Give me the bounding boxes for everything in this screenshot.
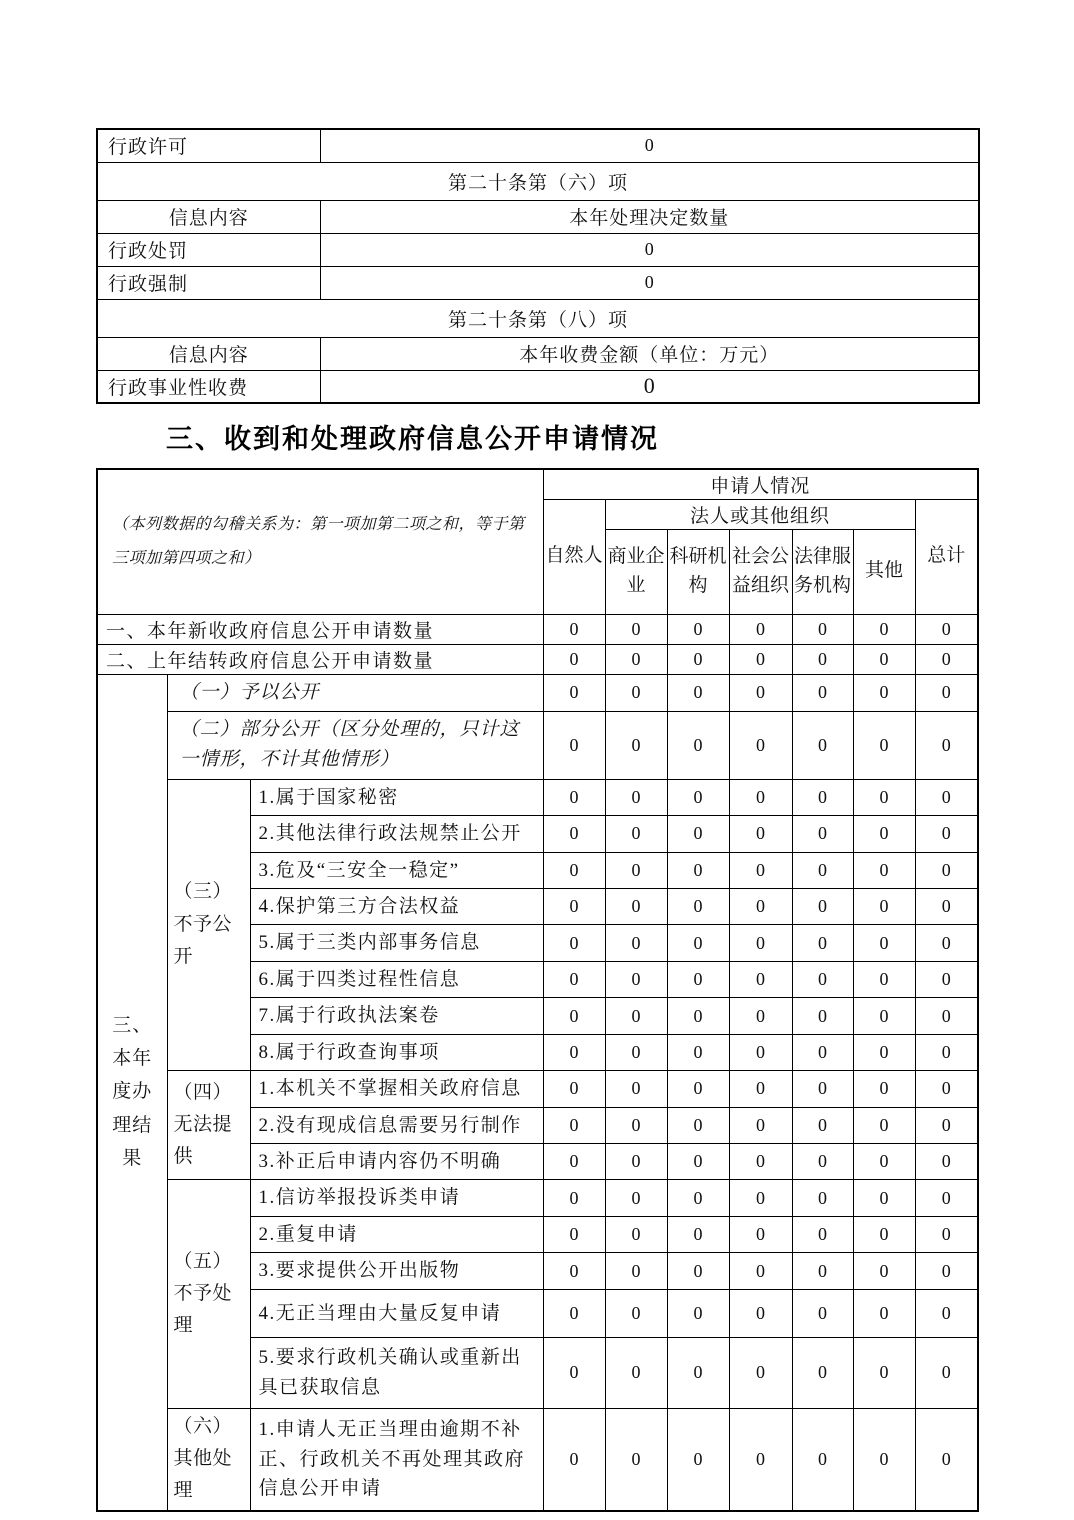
reconciliation-note: （本列数据的勾稽关系为：第一项加第二项之和，等于第三项加第四项之和） [97, 469, 543, 614]
value-cell: 0 [667, 1408, 729, 1510]
value-cell: 0 [792, 614, 853, 644]
value-cell: 0 [605, 1144, 667, 1180]
value-cell: 0 [667, 711, 729, 779]
value-cell: 0 [543, 1253, 605, 1289]
value-cell: 0 [915, 961, 978, 997]
value-cell: 0 [729, 674, 792, 711]
value-cell: 0 [605, 1408, 667, 1510]
row-label: 一、本年新收政府信息公开申请数量 [97, 614, 543, 644]
value-cell: 0 [543, 852, 605, 888]
value-cell: 0 [792, 711, 853, 779]
value-cell: 0 [543, 961, 605, 997]
value-cell: 0 [543, 644, 605, 674]
value-cell: 0 [320, 266, 979, 299]
value-cell: 0 [853, 711, 915, 779]
value-cell: 0 [853, 1289, 915, 1337]
row-label: 3.要求提供公开出版物 [250, 1253, 543, 1289]
column-header-natural-person: 自然人 [543, 499, 605, 614]
value-cell: 0 [915, 1071, 978, 1107]
section-banner: 第二十条第（六）项 [97, 162, 979, 200]
value-cell: 0 [915, 1253, 978, 1289]
value-cell: 0 [915, 852, 978, 888]
table-row [97, 711, 978, 779]
row-label: 5.属于三类内部事务信息 [250, 925, 543, 961]
value-cell: 0 [543, 779, 605, 815]
value-cell: 0 [853, 1144, 915, 1180]
value-cell: 0 [667, 925, 729, 961]
value-cell: 0 [605, 816, 667, 852]
value-cell: 0 [792, 888, 853, 924]
value-cell: 0 [792, 1216, 853, 1252]
value-cell: 0 [915, 1337, 978, 1408]
row-label: 6.属于四类过程性信息 [250, 961, 543, 997]
value-cell: 0 [320, 370, 979, 403]
value-cell: 0 [915, 888, 978, 924]
table-row [97, 233, 979, 266]
column-header: 信息内容 [97, 337, 320, 370]
value-cell: 0 [667, 674, 729, 711]
value-cell: 0 [667, 1289, 729, 1337]
value-cell: 0 [792, 1107, 853, 1143]
value-cell: 0 [853, 1337, 915, 1408]
group-label-other-handling: （六）其他处理 [167, 1408, 250, 1510]
value-cell: 0 [543, 711, 605, 779]
value-cell: 0 [667, 1034, 729, 1070]
value-cell: 0 [915, 1034, 978, 1070]
value-cell: 0 [729, 711, 792, 779]
value-cell: 0 [605, 888, 667, 924]
table-row [97, 674, 978, 711]
value-cell: 0 [543, 1144, 605, 1180]
value-cell: 0 [605, 1337, 667, 1408]
value-cell: 0 [667, 644, 729, 674]
value-cell: 0 [792, 1408, 853, 1510]
value-cell: 0 [915, 1144, 978, 1180]
row-label: 行政强制 [97, 266, 320, 299]
value-cell: 0 [667, 1253, 729, 1289]
value-cell: 0 [915, 711, 978, 779]
row-label: 2.没有现成信息需要另行制作 [250, 1107, 543, 1143]
value-cell: 0 [667, 614, 729, 644]
value-cell: 0 [605, 674, 667, 711]
value-cell: 0 [792, 1071, 853, 1107]
value-cell: 0 [915, 644, 978, 674]
column-header-total: 总计 [915, 499, 978, 614]
value-cell: 0 [853, 674, 915, 711]
value-cell: 0 [792, 779, 853, 815]
column-header: 信息内容 [97, 200, 320, 233]
value-cell: 0 [729, 1216, 792, 1252]
value-cell: 0 [792, 644, 853, 674]
value-cell: 0 [915, 998, 978, 1034]
row-label: 1.申请人无正当理由逾期不补正、行政机关不再处理其政府信息公开申请 [250, 1408, 543, 1510]
value-cell: 0 [605, 1071, 667, 1107]
value-cell: 0 [605, 711, 667, 779]
value-cell: 0 [915, 614, 978, 644]
column-header-research: 科研机构 [667, 529, 729, 614]
value-cell: 0 [729, 1107, 792, 1143]
value-cell: 0 [543, 674, 605, 711]
value-cell: 0 [667, 816, 729, 852]
table-row [97, 1180, 978, 1216]
value-cell: 0 [543, 1034, 605, 1070]
value-cell: 0 [543, 614, 605, 644]
applicant-banner: 申请人情况 [543, 469, 978, 499]
value-cell: 0 [729, 1144, 792, 1180]
value-cell: 0 [605, 1253, 667, 1289]
article20-table [96, 128, 980, 404]
row-label: 1.信访举报投诉类申请 [250, 1180, 543, 1216]
value-cell: 0 [729, 1289, 792, 1337]
row-label: 2.重复申请 [250, 1216, 543, 1252]
value-cell: 0 [853, 644, 915, 674]
table-row [97, 266, 979, 299]
table-row [97, 129, 979, 162]
group-label-unable-to-provide: （四）无法提供 [167, 1071, 250, 1180]
value-cell: 0 [792, 925, 853, 961]
table-row [97, 1408, 978, 1510]
value-cell: 0 [853, 998, 915, 1034]
value-cell: 0 [729, 614, 792, 644]
value-cell: 0 [792, 1034, 853, 1070]
row-label: 1.本机关不掌握相关政府信息 [250, 1071, 543, 1107]
value-cell: 0 [729, 1408, 792, 1510]
row-label: 2.其他法律行政法规禁止公开 [250, 816, 543, 852]
row-label: 3.危及“三安全一稳定” [250, 852, 543, 888]
section-heading: 三、收到和处理政府信息公开申请情况 [166, 424, 659, 454]
value-cell: 0 [667, 1107, 729, 1143]
header-row [97, 469, 978, 499]
value-cell: 0 [915, 674, 978, 711]
row-label: 7.属于行政执法案卷 [250, 998, 543, 1034]
value-cell: 0 [667, 961, 729, 997]
value-cell: 0 [792, 961, 853, 997]
value-cell: 0 [543, 998, 605, 1034]
value-cell: 0 [667, 779, 729, 815]
result-group-label: 三、本年度办理结果 [97, 674, 167, 1511]
value-cell: 0 [915, 1107, 978, 1143]
value-cell: 0 [605, 1289, 667, 1337]
value-cell: 0 [543, 1216, 605, 1252]
value-cell: 0 [605, 998, 667, 1034]
value-cell: 0 [915, 1180, 978, 1216]
applications-table [96, 468, 979, 1512]
value-cell: 0 [915, 1216, 978, 1252]
value-cell: 0 [792, 1337, 853, 1408]
value-cell: 0 [543, 1289, 605, 1337]
value-cell: 0 [605, 925, 667, 961]
table-row [97, 162, 979, 200]
value-cell: 0 [543, 1180, 605, 1216]
value-cell: 0 [667, 888, 729, 924]
section-banner: 第二十条第（八）项 [97, 299, 979, 337]
value-cell: 0 [543, 888, 605, 924]
value-cell: 0 [605, 1180, 667, 1216]
value-cell: 0 [853, 961, 915, 997]
column-header-business: 商业企业 [605, 529, 667, 614]
value-cell: 0 [320, 129, 979, 162]
value-cell: 0 [667, 1144, 729, 1180]
value-cell: 0 [792, 1180, 853, 1216]
column-header-public-welfare: 社会公益组织 [729, 529, 792, 614]
value-cell: 0 [915, 925, 978, 961]
column-header-legal-service: 法律服务机构 [792, 529, 853, 614]
value-cell: 0 [853, 779, 915, 815]
row-label: 8.属于行政查询事项 [250, 1034, 543, 1070]
row-label: 行政事业性收费 [97, 370, 320, 403]
value-cell: 0 [667, 1337, 729, 1408]
value-cell: 0 [729, 1253, 792, 1289]
value-cell: 0 [605, 1216, 667, 1252]
value-cell: 0 [853, 852, 915, 888]
row-label: 4.无正当理由大量反复申请 [250, 1289, 543, 1337]
table-row [97, 644, 978, 674]
value-cell: 0 [915, 779, 978, 815]
value-cell: 0 [729, 961, 792, 997]
value-cell: 0 [729, 1071, 792, 1107]
value-cell: 0 [853, 1034, 915, 1070]
value-cell: 0 [853, 925, 915, 961]
value-cell: 0 [915, 816, 978, 852]
row-label: 二、上年结转政府信息公开申请数量 [97, 644, 543, 674]
value-cell: 0 [605, 779, 667, 815]
value-cell: 0 [605, 1107, 667, 1143]
value-cell: 0 [853, 888, 915, 924]
row-label: （一）予以公开 [167, 674, 543, 711]
value-cell: 0 [320, 233, 979, 266]
value-cell: 0 [853, 1071, 915, 1107]
org-banner: 法人或其他组织 [605, 499, 915, 529]
row-label: （二）部分公开（区分处理的，只计这一情形，不计其他情形） [167, 711, 543, 779]
value-cell: 0 [853, 1408, 915, 1510]
value-cell: 0 [667, 852, 729, 888]
row-label: 1.属于国家秘密 [250, 779, 543, 815]
value-cell: 0 [853, 614, 915, 644]
value-cell: 0 [729, 1337, 792, 1408]
value-cell: 0 [853, 1253, 915, 1289]
value-cell: 0 [915, 1289, 978, 1337]
table-row [97, 299, 979, 337]
value-cell: 0 [729, 998, 792, 1034]
column-header-other: 其他 [853, 529, 915, 614]
value-cell: 0 [543, 1071, 605, 1107]
row-label: 4.保护第三方合法权益 [250, 888, 543, 924]
table-row [97, 337, 979, 370]
value-cell: 0 [792, 998, 853, 1034]
value-cell: 0 [605, 852, 667, 888]
value-cell: 0 [729, 644, 792, 674]
value-cell: 0 [729, 779, 792, 815]
value-cell: 0 [605, 1034, 667, 1070]
value-cell: 0 [667, 1071, 729, 1107]
value-cell: 0 [729, 888, 792, 924]
value-cell: 0 [792, 1289, 853, 1337]
value-cell: 0 [543, 925, 605, 961]
row-label: 5.要求行政机关确认或重新出具已获取信息 [250, 1337, 543, 1408]
table-row [97, 1071, 978, 1107]
group-label-not-processed: （五）不予处理 [167, 1180, 250, 1408]
value-cell: 0 [915, 1408, 978, 1510]
value-cell: 0 [729, 1034, 792, 1070]
row-label: 行政许可 [97, 129, 320, 162]
value-cell: 0 [792, 1144, 853, 1180]
value-cell: 0 [792, 816, 853, 852]
value-cell: 0 [543, 1337, 605, 1408]
value-cell: 0 [792, 674, 853, 711]
value-cell: 0 [853, 816, 915, 852]
value-cell: 0 [853, 1107, 915, 1143]
table-row [97, 779, 978, 815]
value-cell: 0 [667, 998, 729, 1034]
value-cell: 0 [605, 961, 667, 997]
row-label: 行政处罚 [97, 233, 320, 266]
value-cell: 0 [667, 1216, 729, 1252]
table-row [97, 370, 979, 403]
group-label-not-disclosed: （三）不予公开 [167, 779, 250, 1071]
value-cell: 0 [792, 852, 853, 888]
table-row [97, 200, 979, 233]
row-label: 3.补正后申请内容仍不明确 [250, 1144, 543, 1180]
value-cell: 0 [729, 852, 792, 888]
value-cell: 0 [729, 925, 792, 961]
table-row [97, 614, 978, 644]
value-cell: 0 [729, 816, 792, 852]
value-cell: 0 [543, 1408, 605, 1510]
value-cell: 0 [543, 816, 605, 852]
value-cell: 0 [605, 614, 667, 644]
value-cell: 0 [667, 1180, 729, 1216]
value-cell: 0 [729, 1180, 792, 1216]
value-cell: 0 [543, 1107, 605, 1143]
value-cell: 0 [605, 644, 667, 674]
value-cell: 0 [853, 1216, 915, 1252]
value-cell: 0 [792, 1253, 853, 1289]
value-cell: 0 [853, 1180, 915, 1216]
column-header: 本年处理决定数量 [320, 200, 979, 233]
column-header: 本年收费金额（单位：万元） [320, 337, 979, 370]
